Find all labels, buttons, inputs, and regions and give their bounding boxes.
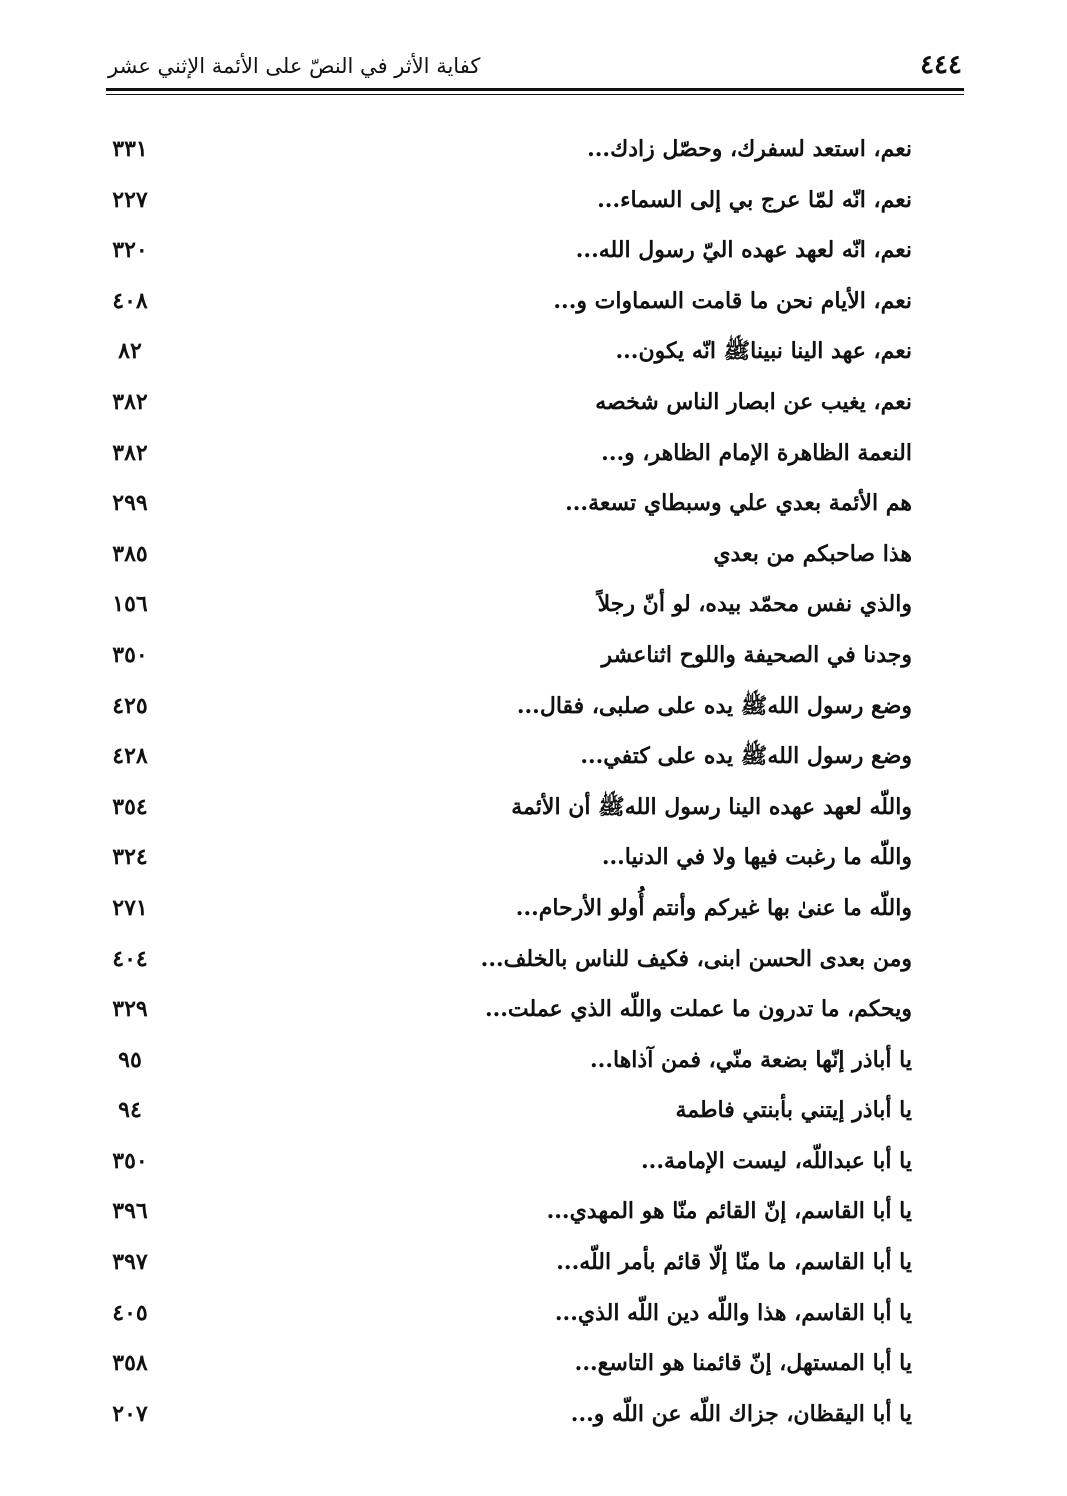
- book-title: كفاية الأثر في النصّ على الأئمة الإثني عشر: [108, 54, 481, 78]
- index-entry: [100, 786, 912, 837]
- index-entry: [100, 280, 912, 331]
- entry-page-number: ٣٩٧: [112, 1249, 148, 1276]
- entry-text: هذا صاحبكم من بعدي: [713, 540, 912, 567]
- entry-page-number: ٣٩٦: [112, 1198, 148, 1225]
- entry-page-number: ٣٢٤: [112, 844, 148, 871]
- entry-text: هم الأئمة بعدي علي وسبطاي تسعة...: [565, 490, 912, 517]
- entry-page-number: ٣٢٩: [112, 996, 148, 1023]
- index-entry: [100, 1190, 912, 1241]
- entry-page-number: ٣٢٠: [112, 237, 148, 264]
- entry-text: نعم، انّه لمّا عرج بي إلى السماء...: [597, 186, 912, 213]
- entry-page-number: ٣٨٢: [112, 439, 148, 466]
- entry-text: يا أبا عبداللّه، ليست الإمامة...: [641, 1147, 912, 1174]
- entry-text: يا أبا اليقظان، جزاك اللّه عن اللّه و...: [570, 1400, 912, 1427]
- entry-text: يا أباذر إيتني بأبنتي فاطمة: [675, 1097, 912, 1124]
- entry-page-number: ٤٠٥: [112, 1299, 148, 1326]
- entry-page-number: ٩٤: [118, 1097, 142, 1124]
- entry-text: ويحكم، ما تدرون ما عملت واللّه الذي عملت...: [484, 996, 912, 1023]
- entry-text: النعمة الظاهرة الإمام الظاهر، و...: [601, 439, 912, 466]
- index-entry: [100, 482, 912, 533]
- index-list: [100, 128, 912, 1443]
- running-header: [106, 44, 962, 88]
- entry-text: وضع رسول اللهﷺ يده على كتفي...: [580, 743, 912, 770]
- entry-text: واللّه لعهد عهده الينا رسول اللهﷺ أن الأئمة: [511, 793, 912, 820]
- entry-page-number: ٢٧١: [112, 894, 148, 921]
- entry-page-number: ٢٢٧: [112, 186, 148, 213]
- entry-text: نعم، الأيام نحن ما قامت السماوات و...: [553, 287, 912, 314]
- entry-text: يا أباذر إنّها بضعة منّي، فمن آذاها...: [590, 1046, 912, 1073]
- entry-page-number: ٣٥٤: [112, 793, 148, 820]
- entry-text: واللّه ما عنىٰ بها غيركم وأنتم أُولو الأرحام...: [515, 894, 912, 921]
- index-entry: [100, 1241, 912, 1292]
- entry-text: يا أبا القاسم، ما منّا إلّا قائم بأمر اللّه...: [556, 1249, 912, 1276]
- index-entry: [100, 432, 912, 483]
- entry-text: ومن بعدى الحسن ابنى، فكيف للناس بالخلف...: [480, 945, 912, 972]
- entry-text: وجدنا في الصحيفة واللوح اثناعشر: [601, 641, 912, 668]
- index-entry: [100, 533, 912, 584]
- index-entry: [100, 128, 912, 179]
- entry-page-number: ٤٢٨: [112, 743, 148, 770]
- index-entry: [100, 634, 912, 685]
- entry-page-number: ٣٥٠: [112, 1147, 148, 1174]
- index-entry: [100, 938, 912, 989]
- entry-page-number: ٣٥٨: [112, 1350, 148, 1377]
- index-entry: [100, 1039, 912, 1090]
- entry-text: نعم، عهد الينا نبيناﷺ انّه يكون...: [615, 338, 912, 365]
- index-entry: [100, 735, 912, 786]
- page-number: ٤٤٤: [920, 50, 962, 80]
- entry-page-number: ٤٠٤: [112, 945, 148, 972]
- entry-page-number: ١٥٦: [112, 591, 148, 618]
- entry-page-number: ٣٨٢: [112, 388, 148, 415]
- index-entry: [100, 887, 912, 938]
- entry-text: واللّه ما رغبت فيها ولا في الدنيا...: [601, 844, 912, 871]
- entry-page-number: ٢٠٧: [112, 1400, 148, 1427]
- entry-page-number: ٣٥٠: [112, 641, 148, 668]
- entry-text: وضع رسول اللهﷺ يده على صلبى، فقال...: [516, 692, 912, 719]
- entry-page-number: ٣٨٥: [112, 540, 148, 567]
- index-entry: [100, 1089, 912, 1140]
- header-rule-thick: [106, 88, 964, 91]
- index-entry: [100, 685, 912, 736]
- index-entry: [100, 1342, 912, 1393]
- entry-text: نعم، يغيب عن ابصار الناس شخصه: [595, 388, 912, 415]
- entry-page-number: ٤٢٥: [112, 692, 148, 719]
- index-entry: [100, 229, 912, 280]
- entry-page-number: ٢٩٩: [112, 490, 148, 517]
- index-entry: [100, 988, 912, 1039]
- index-entry: [100, 583, 912, 634]
- index-entry: [100, 381, 912, 432]
- index-entry: [100, 1292, 912, 1343]
- index-entry: [100, 836, 912, 887]
- index-entry: [100, 330, 912, 381]
- entry-page-number: ٣٣١: [112, 136, 148, 162]
- entry-text: يا أبا المستهل، إنّ قائمنا هو التاسع...: [574, 1350, 912, 1377]
- entry-text: يا أبا القاسم، هذا واللّه دين اللّه الذي...: [554, 1299, 912, 1326]
- index-entry: [100, 179, 912, 230]
- entry-page-number: ٤٠٨: [112, 287, 148, 314]
- index-entry: [100, 1393, 912, 1444]
- entry-text: نعم، استعد لسفرك، وحصّل زادك...: [587, 136, 912, 162]
- header-rule-thin: [106, 94, 964, 95]
- entry-page-number: ٩٥: [118, 1046, 142, 1073]
- entry-page-number: ٨٢: [118, 338, 142, 365]
- entry-text: نعم، انّه لعهد عهده اليّ رسول الله...: [575, 237, 912, 264]
- index-entry: [100, 1140, 912, 1191]
- entry-text: والذي نفس محمّد بيده، لو أنّ رجلاً: [597, 591, 912, 618]
- entry-text: يا أبا القاسم، إنّ القائم منّا هو المهدي...: [546, 1198, 912, 1225]
